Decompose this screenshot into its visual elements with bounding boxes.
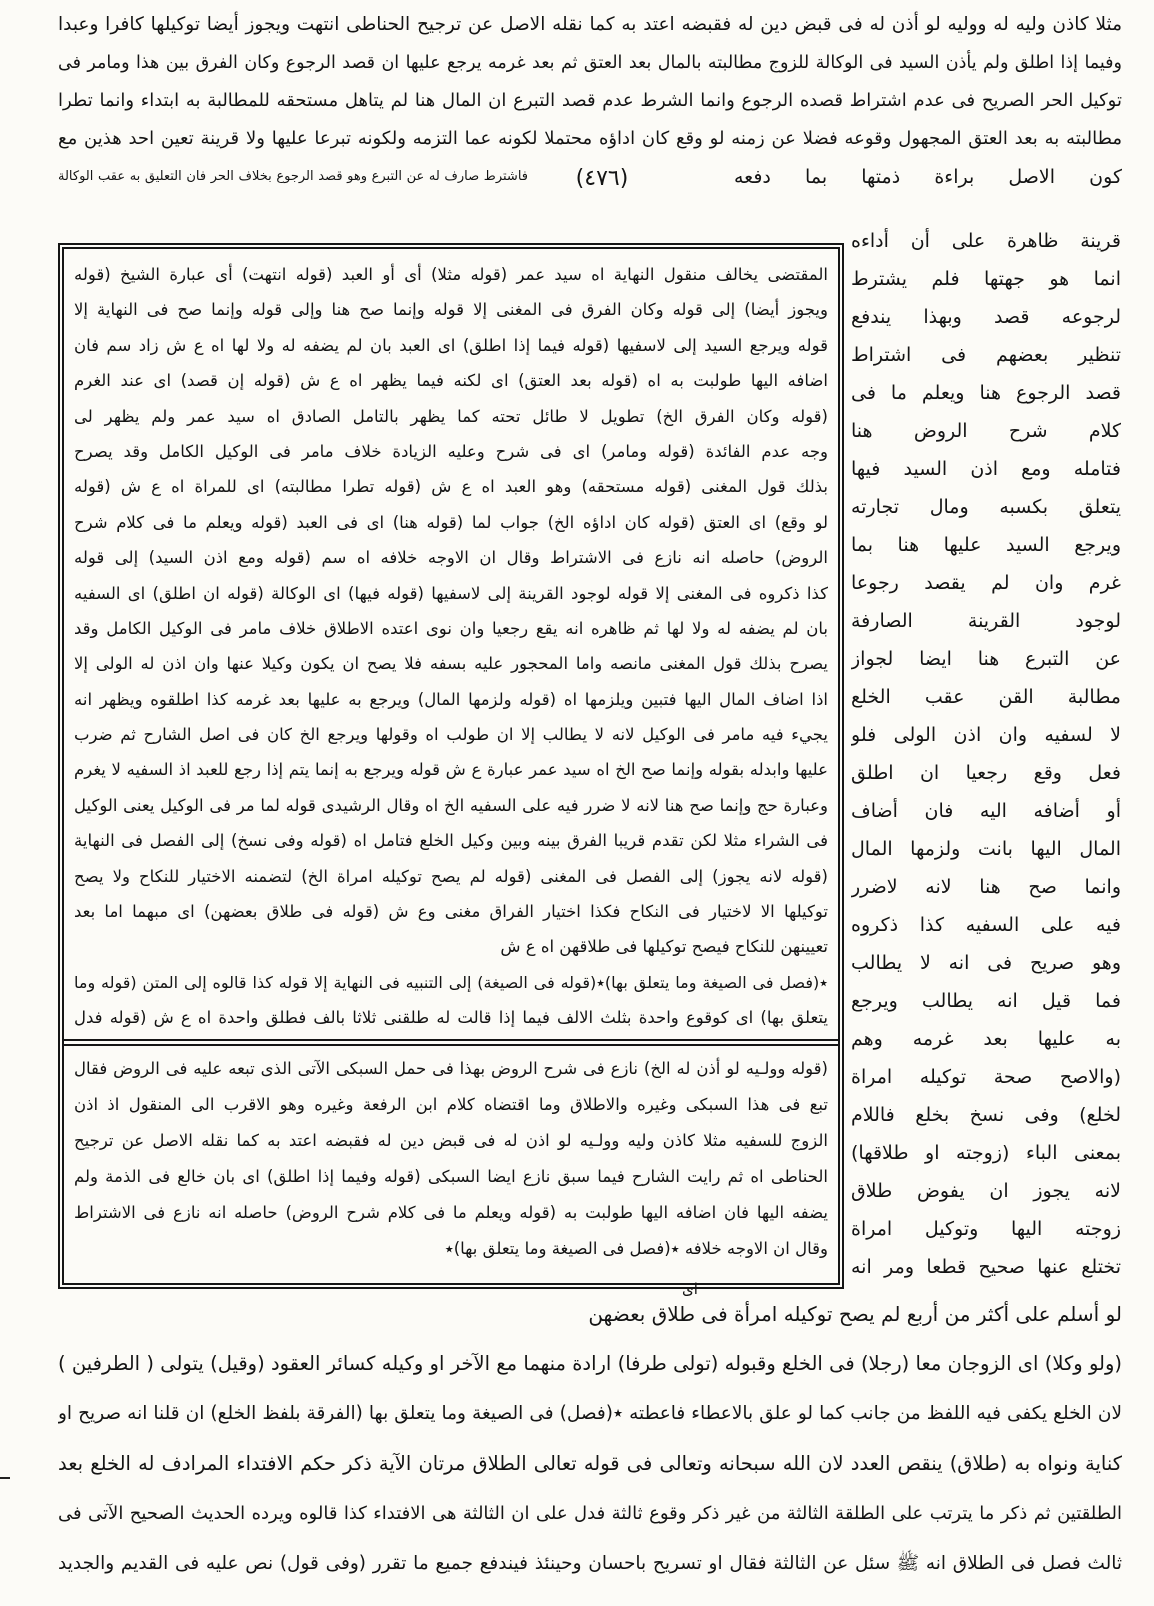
main-text-line: مثلا كاذن وليه له ووليه لو أذن له فى قبض دين له فقبضه اعتد به كما نقله الاصل عن ترجيح الحناطى انتهت ويجوز أيضا توكيلها كافرا وعبدا <box>58 14 1122 35</box>
interlinear-gloss: اى <box>682 1280 698 1298</box>
commentary-line: عليها وابدله بقوله وإنما صح الخ اه سيد عمر عبارة ع ش قوله ويرجع به إنما يتم إذا رجع للعبد اذ السفيه لا يغرم <box>74 760 828 780</box>
commentary-line: اضافه اليها طولبت به اه (قوله بعد العتق) اى لكنه فيما يظهر اه ع ش (قوله إن قصد) اى عند الغرم <box>74 371 828 391</box>
main-text-line: لو أسلم على أكثر من أربع لم يصح توكيله امرأة فى طلاق بعضهن <box>588 1302 1122 1326</box>
side-text-line: وانما صح هنا لانه لاضرر <box>851 876 1121 898</box>
commentary-upper-section <box>74 257 828 1036</box>
main-text-segment: كون الاصل براءة ذمتها بما دفعه <box>734 166 1122 188</box>
main-text-line-with-page-number <box>58 158 1122 196</box>
commentary-line: (قوله لانه يجوز) إلى الفصل فى المغنى (قوله لم يصح توكيله امراة الخ) لتضمنه الاختيار للنكاح ولا يصح <box>74 866 828 886</box>
commentary-line: يجيء فيه مامر فى الوكيل لانه لا يطالب إلا ان طولب اه وقولها ويرجع الخ كان فى اصل الشارح ثم ضرب <box>74 725 828 745</box>
commentary-line: ٭(فصل فى الصيغة وما يتعلق بها)٭(قوله فى الصيغة) إلى التنبيه فى النهاية إلا قوله كذا قالوه إلى المتن (قوله وما <box>74 972 828 992</box>
side-text-line: كلام شرح الروض هنا <box>851 420 1121 442</box>
main-text-line: وفيما إذا اطلق ولم يأذن السيد فى الوكالة للزوج مطالبته بالمال بعد العتق ثم بعد غرمه يرجع عليها ان قصد الرجوع وكان الفرق بين هذا ومامر فى <box>58 53 1122 73</box>
commentary-line: يصرح بذلك قول المغنى مانصه واما المحجور عليه بسفه فلا يصح ان يكون وكيلا عنها وان اذن له الولى إلا <box>74 654 828 674</box>
side-text-line: فيه على السفيه كذا ذكروه <box>851 914 1121 936</box>
commentary-line: يضفه اليها فان اضافه اليها طولبت به (قوله ويعلم ما فى كلام شرح الروض) حاصله انه نازع فى الاشتراط <box>74 1203 828 1222</box>
scan-edge-mark <box>0 1477 10 1479</box>
main-text-top <box>58 6 1122 196</box>
side-text-line: ويرجع السيد عليها هنا بما <box>851 534 1121 556</box>
commentary-line: يتعلق بها) اى كوقوع واحدة بثلث الالف فيما إذا قالت له طلقنى ثلاثا بالف فطلق واحدة اه ع ش (قوله فدل <box>74 1008 828 1028</box>
side-text-line: فعل وقع رجعيا ان اطلق <box>851 762 1121 784</box>
commentary-line: فى الشراء مثلا لكن تقدم قريبا الفرق بينه وبين وكيل الخلع فتامل اه (قوله وفى نسخ) إلى الفصل فى النهاية <box>74 831 828 851</box>
side-text-line: تختلع عنها صحيح قطعا ومر انه <box>851 1256 1121 1278</box>
commentary-line: بذلك قول المغنى (قوله مستحقه) وهو العبد اه ع ش (قوله تطرا مطالبته) اى للمراة اه ع ش (قوله <box>74 477 828 497</box>
side-text-line: بمعنى الباء (زوجته او طلاقها) <box>851 1142 1121 1164</box>
commentary-line: (قوله وولـيه لو أذن له الخ) نازع فى شرح الروض بهذا فى حمل السبكى الآتى الذى تبعه عليه فى الروض فقال <box>74 1059 828 1078</box>
side-text-line: انما هو جهتها فلم يشترط <box>851 268 1121 290</box>
commentary-line: قوله ويرجع السيد إلى لاسفيها (قوله فيما إذا اطلق) اى العبد بان لم يضفه له ولا لها اه ع ش زاد سم فان <box>74 335 828 355</box>
commentary-line: وجه عدم الفائدة (قوله ومامر) اى فى شرح وعليه الزيادة خلاف مامر فى الوكيل الكامل وقد يصرح <box>74 441 828 461</box>
main-text-bottom <box>58 1292 1122 1600</box>
side-text-line: قصد الرجوع هنا ويعلم ما فى <box>851 382 1121 404</box>
commentary-line: المقتضى يخالف منقول النهاية اه سيد عمر (قوله مثلا) أى أو العبد (قوله انتهت) أى عبارة الشيخ (قوله <box>74 265 828 284</box>
side-text-line: أو أضافه اليه فان أضاف <box>851 800 1121 822</box>
commentary-line: تبع فى هذا السبكى وغيره والاطلاق وما اقتضاه كلام ابن الرفعة وغيره وهو الاقرب الى المنقول اذ اذن <box>74 1095 828 1114</box>
side-text-line: المال اليها بانت ولزمها المال <box>851 838 1121 860</box>
side-text-line: لرجوعه قصد وبهذا يندفع <box>851 306 1121 328</box>
side-text-line: يتعلق بكسبه ومال تجارته <box>851 496 1121 518</box>
side-text-line: تنظير بعضهم فى اشتراط <box>851 344 1121 366</box>
commentary-line: كذا ذكروه فى المغنى إلا قوله لوجود القرينة إلى لاسفيها (قوله فيها) اى الوكالة (قوله ان اطلق) اى السفيه <box>74 583 828 603</box>
main-text-line: ثالث فصل فى الطلاق انه ﷺ سئل عن الثالثة فقال او تسريح باحسان وحينئذ فيندفع جميع ما تقرر (وفى قول) نص عليه فى القديم والجديد <box>58 1553 1122 1574</box>
commentary-line: توكيلها الا لاختيار فى النكاح فكذا اختيار الفراق مغنى وع ش (قوله فى طلاق بعضهن) اى مبهما اما بعد <box>74 902 828 922</box>
commentary-frame <box>58 243 844 1289</box>
side-text-line: (والاصح صحة توكيله امراة <box>851 1066 1121 1088</box>
section-divider <box>64 1039 838 1046</box>
side-text-line: فتامله ومع اذن السيد فيها <box>851 458 1121 480</box>
commentary-line: لو وقع) اى العتق (قوله كان اداؤه الخ) جواب لما (قوله هنا) اى فى العبد (قوله ويعلم ما فى كلام شرح <box>74 512 828 532</box>
main-text-line: توكيل الحر الصريح فى عدم اشتراط قصده الرجوع وانما الشرط عدم قصد التبرع ان المال هنا لم يتاهل مستحقه للمطالبة به ابتداء وانما تطرا <box>58 90 1122 111</box>
main-text-line: كناية ونواه به (طلاق) ينقص العدد لان الله سبحانه وتعالى فى قوله تعالى الطلاق مرتان الآية ذكر حكم الافتداء المرادف له الخلع بعد <box>58 1452 1122 1475</box>
main-text-segment: فاشترط صارف له عن التبرع وهو قصد الرجوع بخلاف الحر فان التعليق به عقب الوكالة <box>58 169 528 184</box>
main-text-line: لان الخلع يكفى فيه اللفظ من جانب كما لو علق بالاعطاء فاعطته ٭(فصل) فى الصيغة وما يتعلق بها (الفرقة بلفظ الخلع) ان قلنا انه صريح او <box>58 1403 1122 1424</box>
side-text-line: لانه يجوز ان يفوض طلاق <box>851 1180 1121 1202</box>
side-text-line: لا لسفيه وان اذن الولى فلو <box>851 724 1121 746</box>
commentary-lower-section <box>74 1051 828 1267</box>
side-text-line: مطالبة القن عقب الخلع <box>851 686 1121 708</box>
main-text-side-column <box>851 222 1121 1286</box>
commentary-line: ويجوز أيضا) إلى قوله وكان الفرق فى المغنى إلا قوله وإنما صح هنا وإلى قوله وإنما صح فى النهاية إلا <box>74 300 828 320</box>
page-number: (٤٧٦) <box>575 166 629 191</box>
side-text-line: غرم وان لم يقصد رجوعا <box>851 572 1121 594</box>
commentary-line: الزوج للسفيه مثلا كاذن وليه وولـيه لو اذن له فى قبض دين له فقبضه اعتد به كما نقله الاصل عن ترجيح <box>74 1131 828 1150</box>
commentary-line: بان لم يضفه له ولا لها ثم ظاهره انه يقع رجعيا وان نوى اعتده الاطلاق خلاف مامر فى الوكيل الكامل وقد <box>74 618 828 638</box>
commentary-line: وقال ان الاوجه خلافه ٭(فصل فى الصيغة وما يتعلق بها)٭ <box>444 1239 828 1258</box>
side-text-line: عن التبرع هنا ايضا لجواز <box>851 648 1121 670</box>
side-text-line: لوجود القرينة الصارفة <box>851 610 1121 632</box>
side-text-line: زوجته اليها وتوكيل امراة <box>851 1218 1121 1240</box>
commentary-line: (قوله وكان الفرق الخ) تطويل لا طائل تحته كما يظهر بالتامل الصادق اه سيد عمر ولم يظهر لى <box>74 406 828 426</box>
commentary-line: اذا اضاف المال اليها فتبين ويلزمها اه (قوله ولزمها المال) ويرجع به عليها بعد غرمه كذا اطلقوه ويظهر انه <box>74 689 828 709</box>
side-text-line: به عليها بعد غرمه وهم <box>851 1028 1121 1050</box>
commentary-line: تعيينهن للنكاح فيصح توكيلها فى طلاقهن اه ع ش <box>500 937 828 957</box>
main-text-line: (ولو وكلا) اى الزوجان معا (رجلا) فى الخلع وقبوله (تولى طرفا) ارادة منهما مع الآخر او وكيله كسائر العقود (وقيل) يتولى ( الطرفين ) <box>58 1352 1122 1375</box>
side-text-line: قرينة ظاهرة على أن أداءه <box>851 230 1121 252</box>
side-text-line: لخلع) وفى نسخ بخلع فاللام <box>851 1104 1121 1126</box>
commentary-line: وعبارة حج وإنما صح هنا لانه لا ضرر فيه على السفيه الخ اه وقال الرشيدى قوله لما مر فى الوكيل يعنى الوكيل <box>74 795 828 815</box>
main-text-line: الطلقتين ثم ذكر ما يترتب على الطلقة الثالثة من غير ذكر وقوع ثالثة فدل على ان الثالثة هى الافتداء كذا قالوه ويرده الحديث الصحيح الآتى فى <box>58 1503 1122 1524</box>
main-text-line: مطالبته به بعد العتق المجهول وقوعه فضلا عن زمنه لو وقع كان اداؤه محتملا لكونه عما التزمه ولكونه تبرعا عليها ولا قرينة تعين احد هذين مع <box>58 128 1122 149</box>
commentary-line: الروض) حاصله انه نازع فى الاشتراط وقال ان الاوجه خلافه اه سم (قوله ومع اذن السيد) إلى قوله <box>74 548 828 568</box>
commentary-line: الحناطى اه ثم رايت الشارح فيما سبق نازع ايضا السبكى (قوله وفيما إذا اطلق) اى بان خالع فى الذمة ولم <box>74 1167 828 1186</box>
side-text-line: وهو صريح فى انه لا يطالب <box>851 952 1121 974</box>
side-text-line: فما قيل انه يطالب ويرجع <box>851 990 1121 1012</box>
